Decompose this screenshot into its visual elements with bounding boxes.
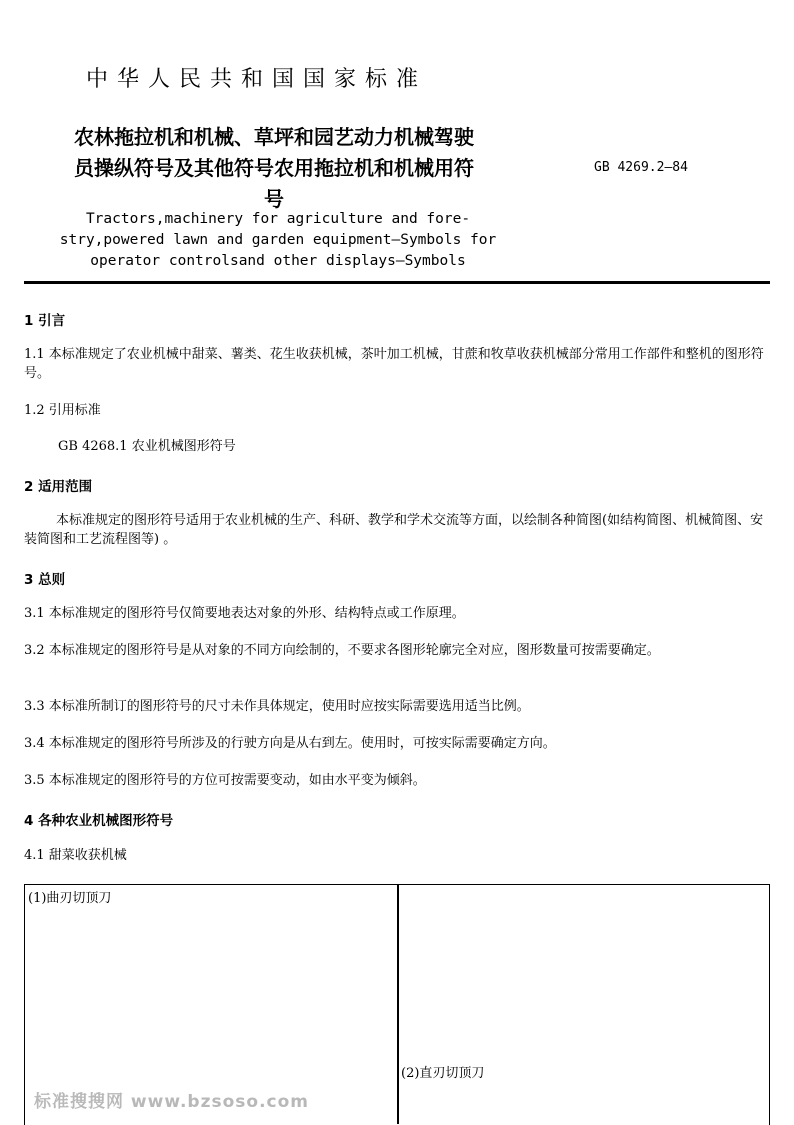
standard-title-cn-line3: 号 — [264, 187, 284, 211]
paragraph-1-2: 1.2 引用标准 — [24, 403, 101, 418]
section-1-heading: 1 引言 — [24, 313, 66, 329]
national-standard-header: 中华人民共和国国家标准 — [86, 67, 428, 92]
standard-title-en-line2: stry,powered lawn and garden equipment—Symbols for — [59, 232, 497, 248]
standard-title-cn-line2: 员操纵符号及其他符号农用拖拉机和机械用符 — [74, 156, 474, 180]
table-cell-label-1: (1)曲刃切顶刀 — [28, 891, 112, 906]
paragraph-3-2: 3.2 本标准规定的图形符号是从对象的不同方向绘制的，不要求各图形轮廓完全对应，图形数量可按需要确定。 — [24, 643, 660, 658]
paragraph-4-1: 4.1 甜菜收获机械 — [24, 848, 127, 863]
standard-code: GB 4269.2—84 — [594, 160, 688, 175]
watermark: 标准搜搜网 www.bzsoso.com — [34, 1092, 309, 1112]
section-2-heading: 2 适用范围 — [24, 479, 93, 495]
table-column-divider — [397, 884, 399, 1124]
paragraph-3-1: 3.1 本标准规定的图形符号仅简要地表达对象的外形、结构特点或工作原理。 — [24, 606, 465, 621]
section-3-heading: 3 总则 — [24, 572, 66, 588]
standard-title-en-line3: operator controlsand other displays—Symbols — [90, 253, 466, 269]
standard-title-cn-line1: 农林拖拉机和机械、草坪和园艺动力机械驾驶 — [74, 125, 474, 149]
standard-title-en-line1: Tractors,machinery for agriculture and fore- — [85, 211, 471, 227]
paragraph-3-3: 3.3 本标准所制订的图形符号的尺寸未作具体规定，使用时应按实际需要选用适当比例。 — [24, 699, 530, 714]
paragraph-1-1: 1.1 本标准规定了农业机械中甜菜、薯类、花生收获机械，茶叶加工机械，甘蔗和牧草收获机械部分常用工作部件和整机的图形符号。 — [24, 347, 764, 381]
section-4-heading: 4 各种农业机械图形符号 — [24, 813, 174, 829]
paragraph-3-5: 3.5 本标准规定的图形符号的方位可按需要变动，如由水平变为倾斜。 — [24, 773, 426, 788]
title-divider — [24, 281, 770, 284]
paragraph-3-4: 3.4 本标准规定的图形符号所涉及的行驶方向是从右到左。使用时，可按实际需要确定方向。 — [24, 736, 556, 751]
paragraph-2: 本标准规定的图形符号适用于农业机械的生产、科研、教学和学术交流等方面，以绘制各种简图(如结构简图、机械简图、安装简图和工艺流程图等) 。 — [24, 513, 764, 547]
table-cell-label-2: (2)直刃切顶刀 — [401, 1066, 485, 1081]
reference-gb-4268-1: GB 4268.1 农业机械图形符号 — [58, 439, 236, 454]
